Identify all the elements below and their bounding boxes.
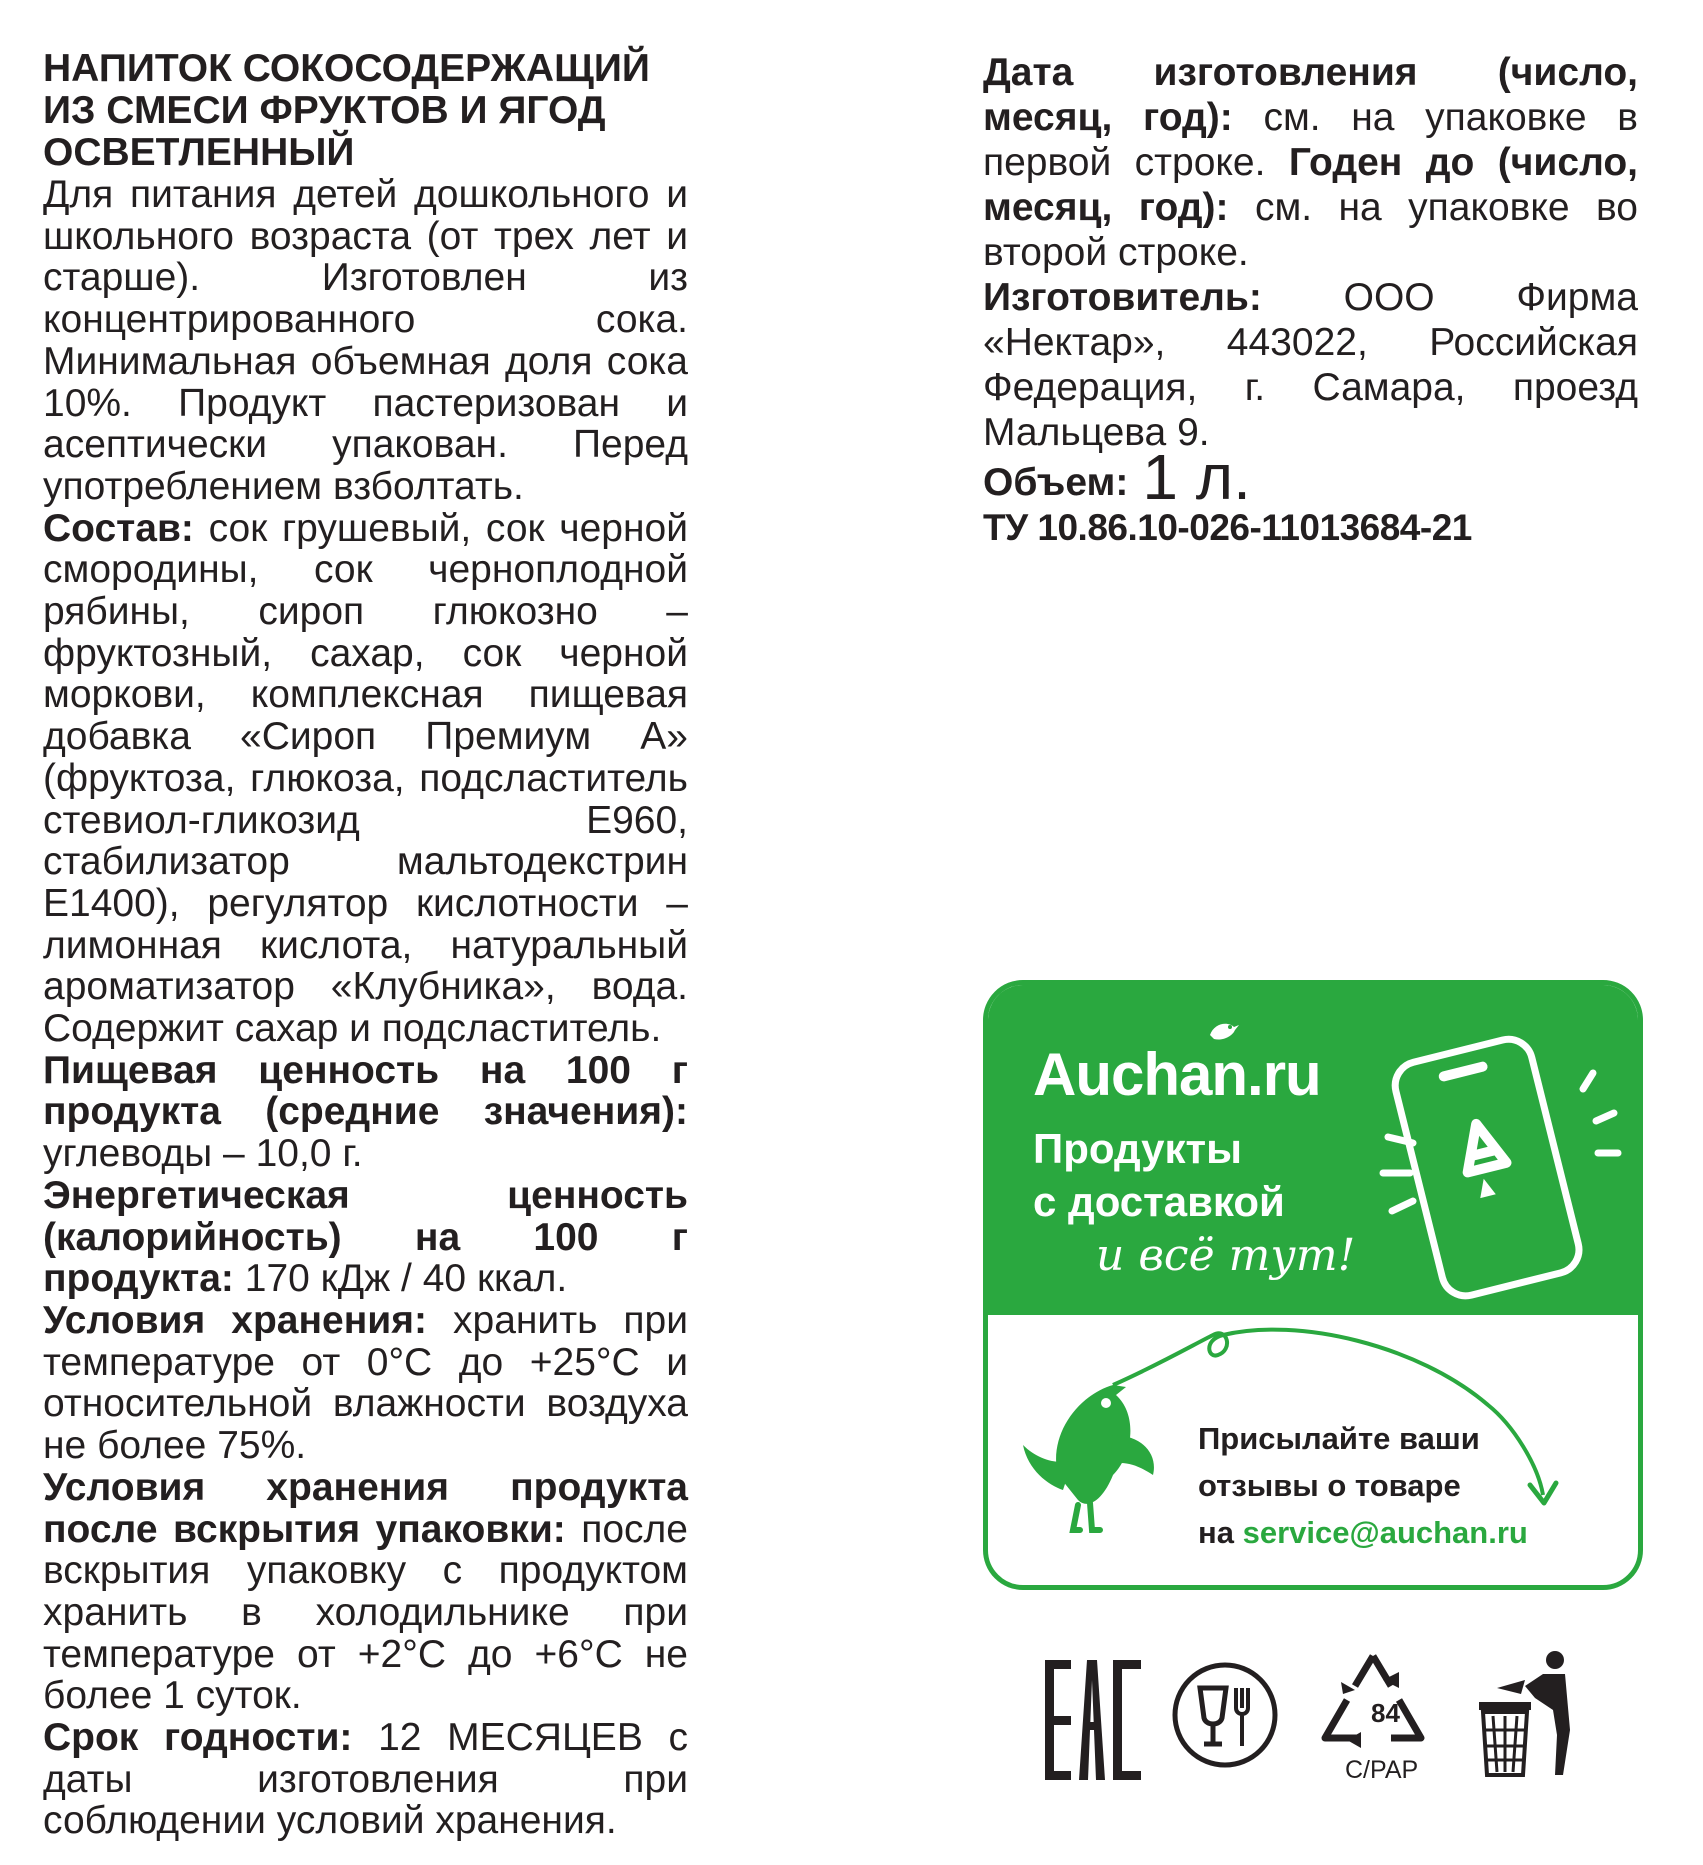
energy-label: Энергетическая ценность (калорийность) на 100 г продукта: <box>43 1173 688 1301</box>
manufacturer-info-column <box>983 50 1638 550</box>
volume-label: Объем: <box>983 461 1129 504</box>
promo-line2: с доставкой <box>1033 1178 1285 1225</box>
auchan-promo-block <box>983 980 1643 1590</box>
promo-slogan: и всё тут! <box>1096 1230 1356 1281</box>
volume <box>983 441 1638 513</box>
litter-bin-icon <box>1475 1650 1585 1780</box>
recycling-code: 84 <box>1371 1698 1400 1728</box>
manufacturer <box>983 275 1638 455</box>
brand-name: Auchan.ru <box>1033 1041 1321 1108</box>
promo-line1: Продукты <box>1033 1125 1242 1172</box>
food-contact-icon <box>1170 1660 1280 1770</box>
product-info-column <box>43 48 688 1842</box>
feedback-line1: Присылайте ваши <box>1198 1421 1480 1456</box>
recycling-material: C/PAP <box>1345 1756 1419 1784</box>
dates <box>983 50 1638 275</box>
storage <box>43 1300 688 1467</box>
composition-label: Состав: <box>43 506 194 550</box>
expiry-label: Годен до (число, месяц, год): <box>983 141 1638 229</box>
feedback-line3 <box>1198 1509 1528 1556</box>
date-label: Дата изготовления (число, месяц, год): <box>983 51 1638 139</box>
nutrition-label: Пищевая ценность на 100 г продукта (средние значения): <box>43 1048 688 1134</box>
feedback-text <box>1198 1415 1528 1556</box>
feedback-email-link[interactable]: service@auchan.ru <box>1242 1515 1528 1550</box>
storage-text: хранить при температуре от 0°С до +25°С и относительной влажности воздуха не более 75%. <box>43 1298 688 1468</box>
nutrition <box>43 1050 688 1175</box>
energy-text: 170 кДж / 40 ккал. <box>244 1257 568 1301</box>
feedback-prefix: на <box>1198 1515 1234 1550</box>
phone-icon <box>1378 1025 1628 1315</box>
brand-bird-icon <box>1206 1015 1240 1045</box>
certification-marks <box>1045 1650 1605 1784</box>
nutrition-text: углеводы – 10,0 г. <box>43 1132 363 1176</box>
after-open-label: Условия хранения продукта после вскрытия упаковки: <box>43 1465 688 1551</box>
shelf-life-text: 12 МЕСЯЦЕВ с даты изготовления при соблюдении условий хранения. <box>43 1716 688 1843</box>
date-text: см. на упаковке в первой строке. <box>983 96 1638 184</box>
product-intro: Для питания детей дошкольного и школьного возраста (от трех лет и старше). Изготовлен из концентрированного сока. Минимальная объемная доля сока 10%. Продукт пастеризован и асептически упакован. Перед употреблением взболтать. <box>43 173 688 508</box>
after-open <box>43 1467 688 1717</box>
shelf-life <box>43 1717 688 1842</box>
storage-label: Условия хранения: <box>43 1298 428 1342</box>
manufacturer-text: ООО Фирма «Нектар», 443022, Российская Федерация, г. Самара, проезд Мальцева 9. <box>983 276 1638 454</box>
eac-mark-icon <box>1045 1660 1145 1780</box>
feedback-line2: отзывы о товаре <box>1198 1468 1461 1503</box>
composition <box>43 508 688 1050</box>
expiry-text: см. на упаковке во второй строке. <box>983 186 1638 274</box>
product-title: НАПИТОК СОКОСОДЕРЖАЩИЙ ИЗ СМЕСИ ФРУКТОВ И ЯГОД ОСВЕТЛЕННЫЙ <box>43 47 650 174</box>
volume-value: 1 л. <box>1142 441 1251 513</box>
shelf-life-label: Срок годности: <box>43 1716 353 1760</box>
composition-text: сок грушевый, сок черной смородины, сок черноплодной рябины, сироп глюкозно – фруктозный, сахар, сок черной моркови, комплексная пищевая добавка «Сироп Премиум А» (фруктоза, глюкоза, подсластитель стевиол-гликозид Е960, стабилизатор мальтодекстрин Е1400), регулятор кислотности – лимонная кислота, натуральный ароматизатор «Клубника», вода. Содержит сахар и подсластитель. <box>43 506 688 1051</box>
tech-spec: ТУ 10.86.10-026-11013684-21 <box>983 507 1472 548</box>
manufacturer-label: Изготовитель: <box>983 276 1262 319</box>
after-open-text: после вскрытия упаковку с продуктом хранить в холодильнике при температуре от +2°С до +6°С не более 1 суток. <box>43 1507 688 1718</box>
energy <box>43 1175 688 1300</box>
